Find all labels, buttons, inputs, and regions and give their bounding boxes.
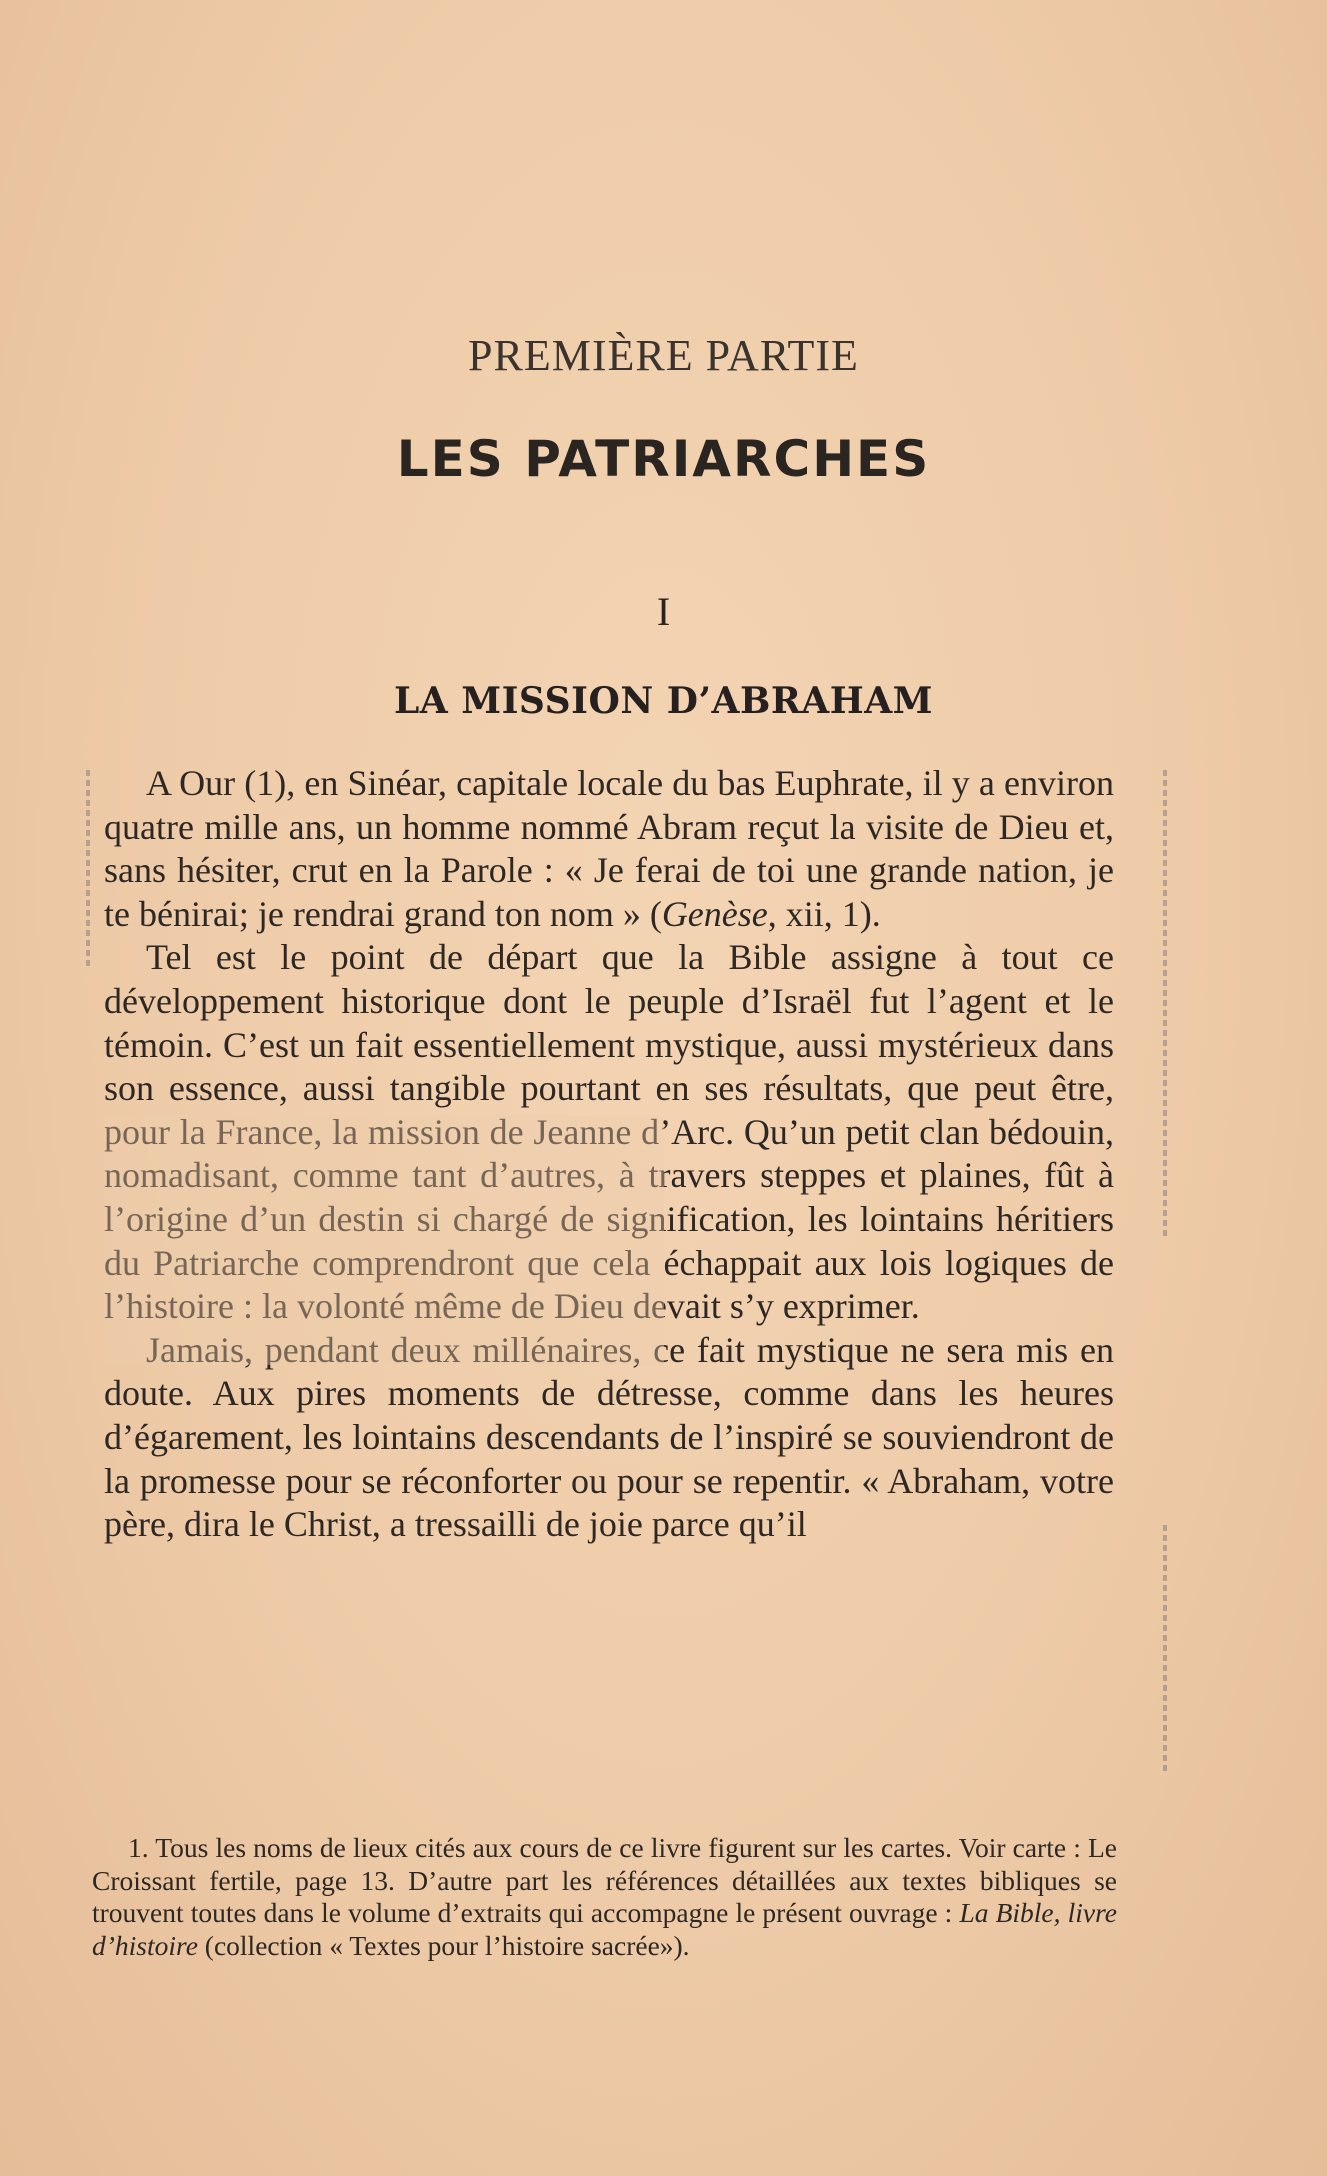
right-margin-mark-lower — [1163, 1525, 1167, 1775]
right-margin-mark-upper — [1163, 770, 1167, 1240]
section-title: LES PATRIARCHES — [396, 430, 931, 488]
footnote-paragraph — [92, 1832, 1117, 1962]
body-text — [104, 762, 1114, 1547]
paragraph-2: Tel est le point de départ que la Bible assigne à tout ce développement historique dont le peuple d’Israël fut l’agent et le témoin. C’est un fait essentiellement mystique, aussi mystérieux dans son essence, aussi tangible pourtant en ses résultats, que peut être, pour la France, la mission de Jeanne d’Arc. Qu’un petit clan bédouin, nomadisant, comme tant d’autres, à travers steppes et plaines, fût à l’origine d’un destin si chargé de signification, les lointains héritiers du Patriarche comprendront que cela échappait aux lois logiques de l’histoire : la volonté même de Dieu devait s’y exprimer. — [104, 937, 1114, 1327]
paragraph-1-tail: , xii, 1). — [767, 893, 881, 934]
footnote — [92, 1832, 1117, 1962]
chapter-number: I — [656, 589, 671, 634]
genesis-reference: Genèse — [661, 893, 768, 934]
chapter-title: LA MISSION D’ABRAHAM — [393, 680, 934, 722]
left-margin-mark — [86, 770, 90, 970]
paragraph-1 — [104, 762, 1114, 936]
footnote-text: 1. Tous les noms de lieux cités aux cours de ce livre figurent sur les cartes. Voir carte : Le Croissant fertile, page 13. D’autre part les références détaillées aux textes bibliques se trouvent toutes dans le volume d’extraits qui accompagne le présent ouvrage : — [92, 1832, 1117, 1928]
footnote-book-title: La Bible, livre d’histoire — [92, 1897, 1118, 1961]
footnote-tail: (collection « Textes pour l’histoire sacrée»). — [197, 1929, 690, 1961]
paragraph-3: Jamais, pendant deux millénaires, ce fait mystique ne sera mis en doute. Aux pires moments de détresse, comme dans les heures d’égarement, les lointains descendants de l’inspiré se souviendront de la promesse pour se réconforter ou pour se repentir. « Abraham, votre père, dira le Christ, a tressailli de joie parce qu’il — [104, 1329, 1114, 1545]
part-heading: PREMIÈRE PARTIE — [468, 331, 859, 380]
paragraph-1-text: A Our (1), en Sinéar, capitale locale du bas Euphrate, il y a environ quatre mille ans, un homme nommé Abram reçut la visite de Dieu et, sans hésiter, crut en la Parole : « Je ferai de toi une grande nation, je te bénirai; je rendrai grand ton nom » ( — [104, 763, 1114, 934]
